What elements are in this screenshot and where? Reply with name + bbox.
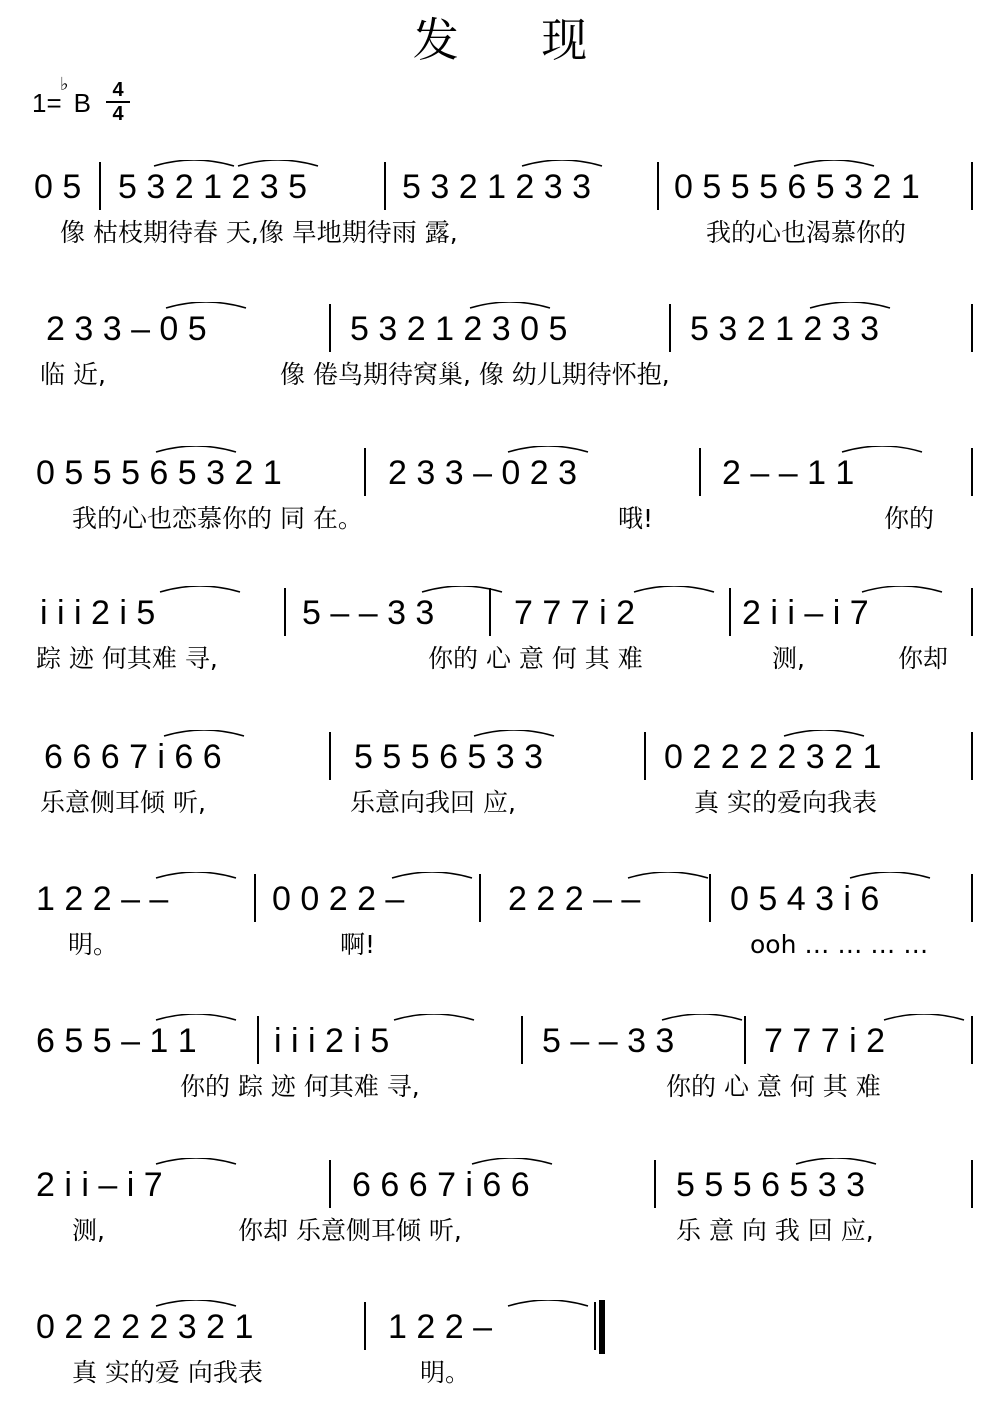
slur [508, 1300, 588, 1306]
lyric-line: 明。 [68, 930, 119, 959]
measure-notes: i i i 2 i 5 [40, 594, 156, 632]
measure-notes: 2 i i – i 7 [36, 1166, 163, 1204]
measure-notes: 0 0 2 2 – [272, 880, 405, 918]
lyric-line: 你的 心 意 何 其 难 [666, 1072, 881, 1101]
slur [470, 302, 550, 308]
lyric-line: 真 实的爱 向我表 [72, 1358, 263, 1387]
slur [156, 446, 236, 452]
lyric-line: 踪 迹 何其难 寻, [36, 644, 218, 673]
slur [662, 1014, 742, 1020]
measure-notes: 5 – – 3 3 [302, 594, 435, 632]
slur [628, 872, 708, 878]
measure-notes: 0 5 5 5 6 5 3 2 1 [36, 454, 282, 492]
lyric-line: 你却 乐意侧耳倾 听, [238, 1216, 462, 1245]
slur [796, 1158, 876, 1164]
measure-notes: 6 6 6 7 i 6 6 [44, 738, 222, 776]
lyric-line: 啊! [340, 930, 376, 959]
measure-notes: 5 5 5 6 5 3 3 [354, 738, 544, 776]
slur [884, 1014, 964, 1020]
key-prefix: 1= [32, 88, 62, 118]
lyric-line: 像 倦鸟期待窝巢, 像 幼儿期待怀抱, [280, 360, 670, 389]
final-barline [599, 1300, 605, 1354]
measure-notes: 6 5 5 – 1 1 [36, 1022, 197, 1060]
slur [508, 446, 588, 452]
lyric-line: 我的心也恋慕你的 同 在。 [72, 504, 363, 533]
lyric-line: 乐 意 向 我 回 应, [676, 1216, 874, 1245]
measure-notes: 0 5 [34, 168, 82, 206]
slur [474, 730, 554, 736]
slur [522, 160, 602, 166]
slur [164, 730, 244, 736]
lyric-line: 哦! [618, 504, 654, 533]
lyric-line: 乐意向我回 应, [350, 788, 516, 817]
slur [810, 302, 890, 308]
page-title: 发 现 [412, 13, 622, 67]
measure-notes: 5 3 2 1 2 3 0 5 [350, 310, 568, 348]
measure-notes: 2 3 3 – 0 5 [46, 310, 207, 348]
slur [784, 730, 864, 736]
slur [472, 1158, 552, 1164]
measure-notes: 0 2 2 2 2 3 2 1 [36, 1308, 254, 1346]
lyric-line: 我的心也渴慕你的 [706, 218, 907, 247]
measure-notes: 0 5 5 5 6 5 3 2 1 [674, 168, 920, 206]
measure-notes: 7 7 7 i 2 [514, 594, 635, 632]
lyric-line: 你的 心 意 何 其 难 [428, 644, 643, 673]
slur [238, 160, 318, 166]
slur [634, 586, 714, 592]
lyric-line: 测, [772, 644, 805, 673]
slur [166, 302, 246, 308]
measure-notes: 5 5 5 6 5 3 3 [676, 1166, 866, 1204]
slur [154, 160, 234, 166]
measure-notes: 0 2 2 2 2 3 2 1 [664, 738, 882, 776]
lyric-line: 临 近, [40, 360, 106, 389]
measure-notes: 2 2 2 – – [508, 880, 641, 918]
measure-notes: 7 7 7 i 2 [764, 1022, 885, 1060]
measure-notes: 2 – – 1 1 [722, 454, 855, 492]
slur [156, 1158, 236, 1164]
time-bottom: 4 [112, 103, 124, 125]
key-signature [32, 74, 91, 119]
slur [156, 1014, 236, 1020]
measure-notes: 0 5 4 3 i 6 [730, 880, 880, 918]
lyric-line: 明。 [420, 1358, 471, 1387]
measure-notes: 5 3 2 1 2 3 5 [118, 168, 308, 206]
lyric-line: 你的 踪 迹 何其难 寻, [180, 1072, 420, 1101]
flat-icon: ♭ [60, 74, 69, 94]
time-top: 4 [112, 79, 124, 101]
slur [160, 586, 240, 592]
slur [794, 160, 874, 166]
lyric-line: 测, [72, 1216, 105, 1245]
measure-notes: i i i 2 i 5 [274, 1022, 390, 1060]
measure-notes: 1 2 2 – – [36, 880, 169, 918]
slur [156, 872, 236, 878]
key-note: B [73, 88, 91, 118]
slur [156, 1300, 236, 1306]
lyric-line: ooh … … … … [750, 930, 929, 959]
measure-notes: 2 3 3 – 0 2 3 [388, 454, 578, 492]
slur [392, 872, 472, 878]
lyric-line: 真 实的爱向我表 [694, 788, 877, 817]
lyric-line: 乐意侧耳倾 听, [40, 788, 206, 817]
lyric-line: 你的 [884, 504, 935, 533]
measure-notes: 5 – – 3 3 [542, 1022, 675, 1060]
time-signature [106, 80, 130, 124]
measure-notes: 1 2 2 – [388, 1308, 492, 1346]
measure-notes: 5 3 2 1 2 3 3 [402, 168, 592, 206]
measure-notes: 5 3 2 1 2 3 3 [690, 310, 880, 348]
lyric-line: 你却 [898, 644, 949, 673]
measure-notes: 2 i i – i 7 [742, 594, 869, 632]
lyric-line: 像 枯枝期待春 天,像 旱地期待雨 露, [60, 218, 458, 247]
slur [850, 872, 930, 878]
slur [862, 586, 942, 592]
slur [842, 446, 922, 452]
measure-notes: 6 6 6 7 i 6 6 [352, 1166, 530, 1204]
slur [394, 1014, 474, 1020]
